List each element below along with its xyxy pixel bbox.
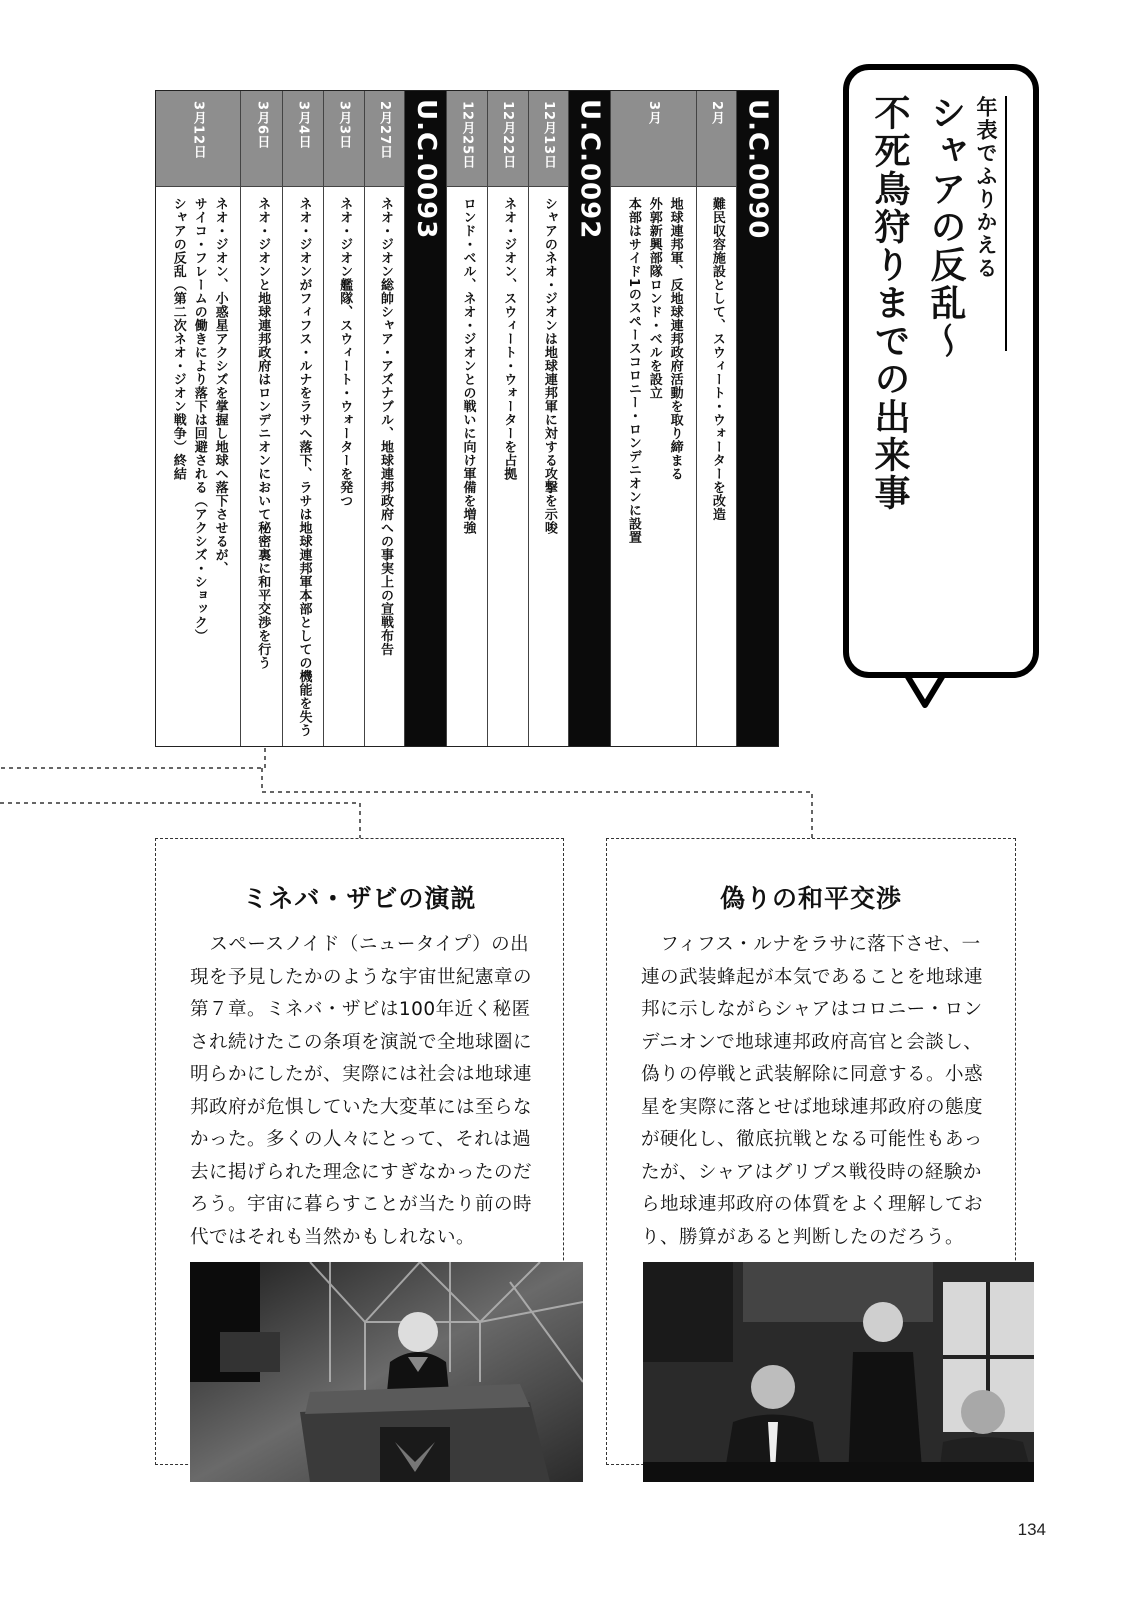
event-date: 12月22日	[500, 101, 516, 170]
event-date: 12月13日	[540, 101, 556, 170]
timeline-event-col	[487, 91, 528, 746]
event-text: ロンド・ベル、ネオ・ジオンとの戦いに向け軍備を増強	[460, 197, 476, 535]
event-date: 3月4日	[295, 101, 311, 150]
event-text: 外郭新興部隊ロンド・ベルを設立	[646, 197, 662, 400]
event-text: ネオ・ジオン、小惑星アクシズを掌握し地球へ落下させるが、	[212, 197, 228, 575]
event-date: 3月3日	[336, 101, 352, 150]
scene-image-meeting	[643, 1262, 1034, 1482]
timeline-year-col	[736, 91, 778, 746]
event-text: ネオ・ジオンと地球連邦政府はロンデニオンにおいて秘密裏に和平交渉を行う	[255, 197, 271, 670]
event-date: 3月12日	[190, 101, 206, 160]
event-text: 地球連邦軍、反地球連邦政府活動を取り締まる	[667, 197, 683, 481]
timeline-event-col	[610, 91, 695, 746]
box-body: スペースノイド（ニュータイプ）の出現を予見したかのような宇宙世紀憲章の第７章。ミネバ・ザビは100年近く秘匿され続けたこの条項を演説で全地球圏に明らかにしたが、実際には社会は地球連邦政府が危惧していた大変革には至らなかった。多くの人々にとって、それは過去に掲げられた理念にすぎなかったのだろう。宇宙に暮らすことが当たり前の時代ではそれも当然かもしれない。	[190, 934, 533, 1248]
event-date: 2月	[708, 101, 724, 126]
page-number: 134	[1017, 1520, 1046, 1539]
timeline-year-col	[404, 91, 446, 746]
event-text: シャアのネオ・ジオンは地球連邦軍に対する攻撃を示唆	[541, 197, 557, 535]
title-subheading: 年表でふりかえる	[971, 96, 1007, 351]
timeline-event-col	[528, 91, 569, 746]
event-date: 12月25日	[459, 101, 475, 170]
event-date: 3月	[645, 101, 661, 126]
event-date: 2月27日	[377, 101, 393, 160]
year-label: U.C.0092	[574, 99, 605, 240]
box-title: ミネバ・ザビの演説	[242, 884, 477, 913]
timeline-event-col	[696, 91, 737, 746]
title-line-1: シャアの反乱～	[925, 94, 966, 360]
timeline-table	[155, 90, 779, 747]
timeline-event-col	[446, 91, 487, 746]
timeline-event-col	[240, 91, 282, 746]
box-body: フィフス・ルナをラサに落下させ、一連の武装蜂起が本気であることを地球連邦に示しながらシャアはコロニー・ロンデニオンで地球連邦政府高官と会談し、偽りの停戦と武装解除に同意する。小惑星を実際に落とせば地球連邦政府の態度が硬化し、徹底抗戦となる可能性もあったが、シャアはグリプス戦役時の経験から地球連邦政府の体質をよく理解しており、勝算があると判断したのだろう。	[641, 934, 984, 1248]
title-line-2: 不死鳥狩りまでの出来事	[869, 94, 910, 512]
year-label: U.C.0090	[742, 99, 773, 240]
timeline-event-col	[323, 91, 364, 746]
event-text: ネオ・ジオンがフィフス・ルナをラサへ落下、ラサは地球連邦軍本部としての機能を失う	[296, 197, 312, 737]
timeline-event-col	[156, 91, 240, 746]
event-text: ネオ・ジオン総帥シャア・アズナブル、地球連邦政府への事実上の宣戦布告	[377, 197, 393, 656]
timeline-event-col	[282, 91, 323, 746]
timeline-event-col	[364, 91, 405, 746]
event-text: 難民収容施設として、スウィート・ウォーターを改造	[709, 197, 725, 521]
event-date: 3月6日	[254, 101, 270, 150]
event-text: 本部はサイド1のスペースコロニー・ロンデニオンに設置	[625, 197, 641, 545]
event-text: ネオ・ジオン、スウィート・ウォーターを占拠	[501, 197, 517, 481]
scene-image-speech	[190, 1262, 583, 1482]
event-text: ネオ・ジオン艦隊、スウィート・ウォーターを発つ	[337, 197, 353, 508]
event-text: サイコ・フレームの働きにより落下は回避される（アクシズ・ショック）	[191, 197, 207, 643]
box-title: 偽りの和平交渉	[719, 884, 902, 913]
title-bubble	[843, 64, 1039, 678]
event-text: シャアの反乱（第二次ネオ・ジオン戦争）終結	[170, 197, 186, 481]
year-label: U.C.0093	[410, 99, 441, 240]
timeline-year-col	[568, 91, 610, 746]
